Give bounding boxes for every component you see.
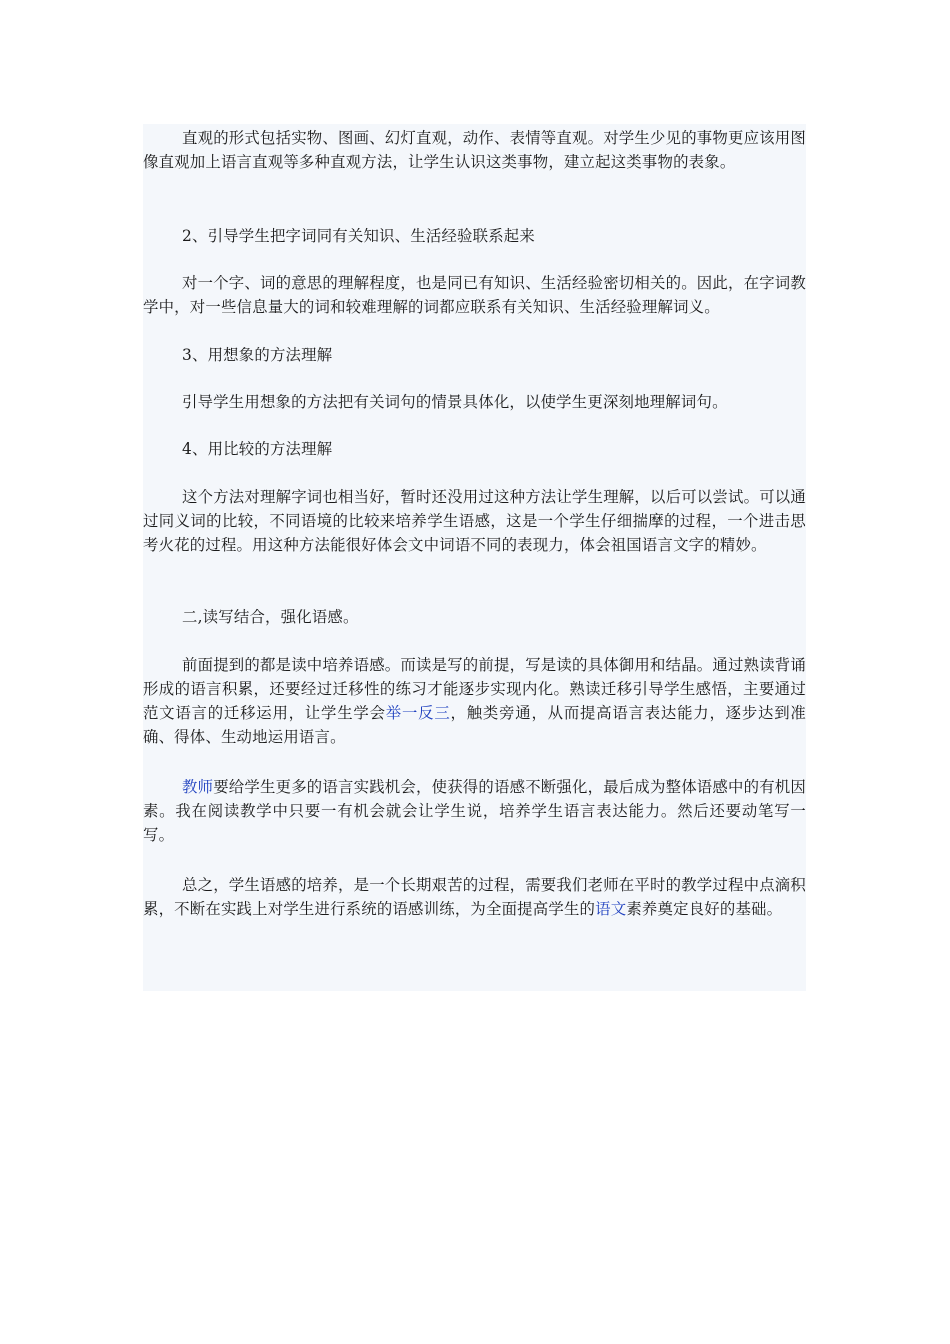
article-content [143, 124, 806, 991]
link-juyifansan[interactable]: 举一反三 [385, 704, 451, 722]
paragraph-comparison: 这个方法对理解字词也相当好，暂时还没用过这种方法让学生理解，以后可以尝试。可以通过同义词的比较，不同语境的比较来培养学生语感，这是一个学生仔细揣摩的过程，一个进击思考火花的过程。用这种方法能很好体会文中词语不同的表现力，体会祖国语言文字的精妙。 [143, 488, 806, 554]
link-yuwen[interactable]: 语文 [595, 900, 627, 918]
heading-imagination: 3、用想象的方法理解 [182, 346, 333, 364]
paragraph-visual-methods: 直观的形式包括实物、图画、幻灯直观，动作、表情等直观。对学生少见的事物更应该用图像直观加上语言直观等多种直观方法，让学生认识这类事物，建立起这类事物的表象。 [143, 129, 806, 171]
paragraph-text: 素养奠定良好的基础。 [626, 900, 783, 918]
paragraph-imagination: 引导学生用想象的方法把有关词句的情景具体化，以使学生更深刻地理解词句。 [182, 393, 728, 411]
paragraph-understanding-degree: 对一个字、词的意思的理解程度，也是同已有知识、生活经验密切相关的。因此，在字词教学中，对一些信息量大的词和较难理解的词都应联系有关知识、生活经验理解词义。 [143, 274, 806, 316]
paragraph-read-write [143, 653, 806, 749]
paragraph-text: 总之，学生语感的培养，是一个长期艰苦的过程，需要我们老师在平时的教学过程中点滴积累，不断在实践上对学生进行系统的语感训练，为全面提高学生的 [143, 876, 806, 918]
heading-link-knowledge: 2、引导学生把字词同有关知识、生活经验联系起来 [182, 227, 535, 245]
paragraph-teacher-practice [143, 775, 806, 847]
paragraph-text: 前面提到的都是读中培养语感。而读是写的前提，写是读的具体御用和结晶。通过熟读背诵形成的语言积累，还要经过迁移性的练习才能逐步实现内化。熟读迁移引导学生感悟，主要通过范文语言的迁移运用，让学生学会 [143, 656, 806, 722]
link-jiaoshi[interactable]: 教师 [182, 778, 214, 796]
paragraph-conclusion [143, 873, 806, 921]
heading-comparison: 4、用比较的方法理解 [182, 440, 333, 458]
heading-read-write: 二,读写结合，强化语感。 [182, 608, 359, 626]
paragraph-text: 要给学生更多的语言实践机会，使获得的语感不断强化，最后成为整体语感中的有机因素。我在阅读教学中只要一有机会就会让学生说，培养学生语言表达能力。然后还要动笔写一写。 [143, 778, 806, 844]
paragraph-text: ，触类旁通，从而提高语言表达能力，逐步达到准确、得体、生动地运用语言。 [143, 704, 806, 746]
